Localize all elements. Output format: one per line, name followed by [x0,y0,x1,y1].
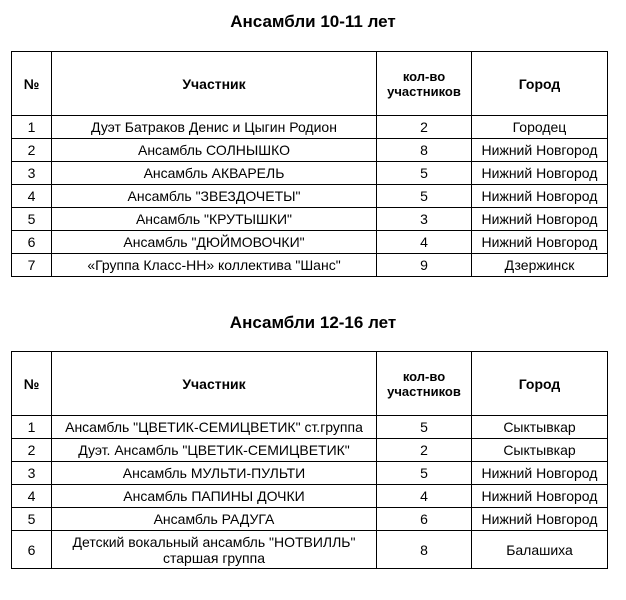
table-row [12,185,608,208]
table-header-row [12,52,608,116]
participant-cell: Ансамбль ПАПИНЫ ДОЧКИ [52,485,377,508]
table-row [12,439,608,462]
ensembles-12-16-table [11,351,608,569]
participant-cell: Ансамбль "ЦВЕТИК-СЕМИЦВЕТИК" ст.группа [52,416,377,439]
row-num: 1 [12,116,52,139]
row-num: 4 [12,185,52,208]
table-row [12,416,608,439]
city-cell: Нижний Новгород [472,185,608,208]
table-row [12,139,608,162]
count-cell: 4 [377,485,472,508]
count-cell: 5 [377,162,472,185]
row-num: 6 [12,231,52,254]
table-row [12,462,608,485]
table-row [12,162,608,185]
row-num: 6 [12,531,52,569]
header-count: кол-во участников [377,52,472,116]
city-cell: Дзержинск [472,254,608,277]
header-city: Город [472,52,608,116]
table-row [12,485,608,508]
row-num: 2 [12,139,52,162]
participant-cell: «Группа Класс-НН» коллектива "Шанс" [52,254,377,277]
table-row [12,508,608,531]
row-num: 2 [12,439,52,462]
participant-cell: Дуэт. Ансамбль "ЦВЕТИК-СЕМИЦВЕТИК" [52,439,377,462]
row-num: 5 [12,508,52,531]
header-participant: Участник [52,352,377,416]
participant-cell: Ансамбль "КРУТЫШКИ" [52,208,377,231]
header-city: Город [472,352,608,416]
participant-cell: Ансамбль МУЛЬТИ-ПУЛЬТИ [52,462,377,485]
participant-cell: Ансамбль РАДУГА [52,508,377,531]
row-num: 5 [12,208,52,231]
table-row [12,231,608,254]
city-cell: Сыктывкар [472,439,608,462]
count-cell: 2 [377,439,472,462]
row-num: 3 [12,162,52,185]
count-cell: 9 [377,254,472,277]
participant-cell: Ансамбль "ДЮЙМОВОЧКИ" [52,231,377,254]
city-cell: Нижний Новгород [472,462,608,485]
row-num: 1 [12,416,52,439]
participant-cell: Ансамбль СОЛНЫШКО [52,139,377,162]
count-cell: 6 [377,508,472,531]
city-cell: Нижний Новгород [472,231,608,254]
table-row [12,208,608,231]
table-row [12,254,608,277]
header-num: № [12,52,52,116]
table-header-row [12,352,608,416]
header-participant: Участник [52,52,377,116]
row-num: 3 [12,462,52,485]
city-cell: Сыктывкар [472,416,608,439]
city-cell: Нижний Новгород [472,208,608,231]
count-cell: 5 [377,416,472,439]
city-cell: Нижний Новгород [472,162,608,185]
city-cell: Нижний Новгород [472,485,608,508]
count-cell: 8 [377,139,472,162]
count-cell: 2 [377,116,472,139]
count-cell: 5 [377,462,472,485]
table-body [12,416,608,569]
row-num: 7 [12,254,52,277]
city-cell: Балашиха [472,531,608,569]
section-title-12-16: Ансамбли 12-16 лет [229,313,397,332]
section-title-10-11: Ансамбли 10-11 лет [230,12,396,31]
ensembles-10-11-table [11,51,608,277]
header-count: кол-во участников [377,352,472,416]
city-cell: Нижний Новгород [472,508,608,531]
row-num: 4 [12,485,52,508]
participant-cell: Дуэт Батраков Денис и Цыгин Родион [52,116,377,139]
participant-cell: Ансамбль АКВАРЕЛЬ [52,162,377,185]
count-cell: 4 [377,231,472,254]
city-cell: Городец [472,116,608,139]
participant-cell: Детский вокальный ансамбль "НОТВИЛЛЬ" старшая группа [52,531,377,569]
count-cell: 3 [377,208,472,231]
table-row [12,116,608,139]
table-body [12,116,608,277]
participant-cell: Ансамбль "ЗВЕЗДОЧЕТЫ" [52,185,377,208]
city-cell: Нижний Новгород [472,139,608,162]
count-cell: 5 [377,185,472,208]
count-cell: 8 [377,531,472,569]
table-row [12,531,608,569]
header-num: № [12,352,52,416]
